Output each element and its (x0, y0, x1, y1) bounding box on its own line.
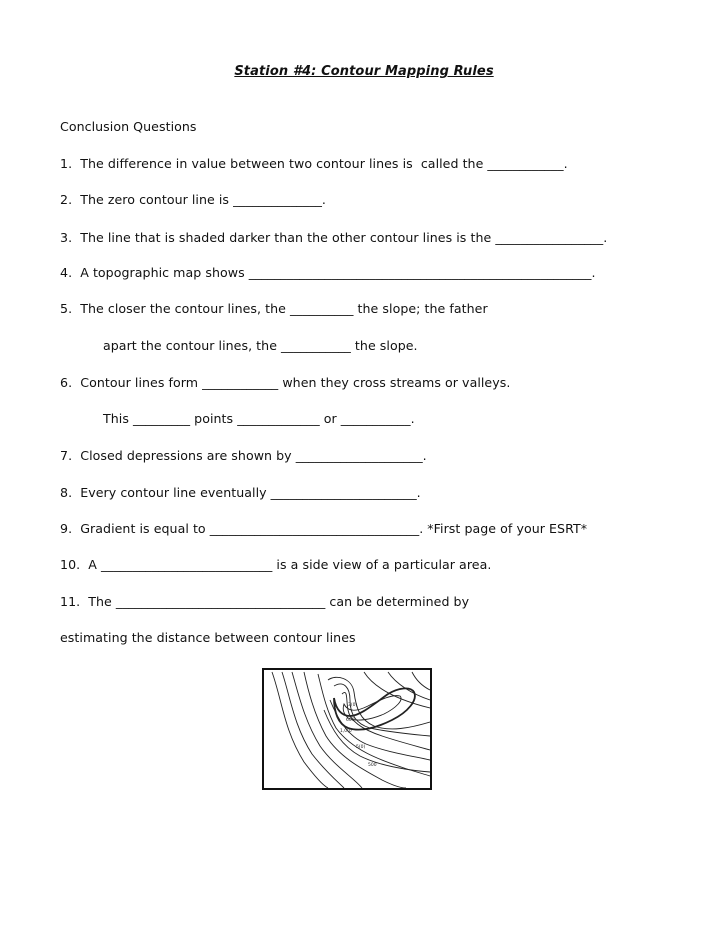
map-label: 3(0) (348, 703, 358, 708)
contour-map-drawing (264, 670, 430, 788)
map-label: 600 (346, 718, 355, 723)
question-4: 4. A topographic map shows ______________________________________________________. (60, 265, 596, 280)
map-label: 5(0) (356, 745, 366, 750)
question-11-continued: estimating the distance between contour lines (60, 630, 356, 645)
page-title: Station #4: Contour Mapping Rules (234, 64, 494, 79)
section-heading: Conclusion Questions (60, 119, 197, 134)
question-8: 8. Every contour line eventually _______________________. (60, 485, 421, 500)
question-5: 5. The closer the contour lines, the __________ the slope; the father (60, 301, 488, 316)
question-3: 3. The line that is shaded darker than the other contour lines is the _________________. (60, 230, 608, 245)
question-10: 10. A ___________________________ is a side view of a particular area. (60, 557, 492, 572)
question-1: 1. The difference in value between two contour lines is called the ____________. (60, 156, 568, 171)
question-5-continued: apart the contour lines, the ___________ the slope. (103, 338, 418, 353)
question-6-continued: This _________ points _____________ or ___________. (103, 411, 415, 426)
question-7: 7. Closed depressions are shown by ____________________. (60, 448, 427, 463)
question-2: 2. The zero contour line is ______________. (60, 192, 326, 207)
question-11: 11. The _________________________________ can be determined by (60, 594, 470, 609)
map-label: 500 (368, 763, 377, 768)
question-6: 6. Contour lines form ____________ when they cross streams or valleys. (60, 375, 511, 390)
question-9: 9. Gradient is equal to _________________________________. *First page of your ESRT* (60, 521, 588, 536)
contour-map-figure (262, 668, 432, 790)
map-label: 1,0(0 (340, 729, 352, 734)
